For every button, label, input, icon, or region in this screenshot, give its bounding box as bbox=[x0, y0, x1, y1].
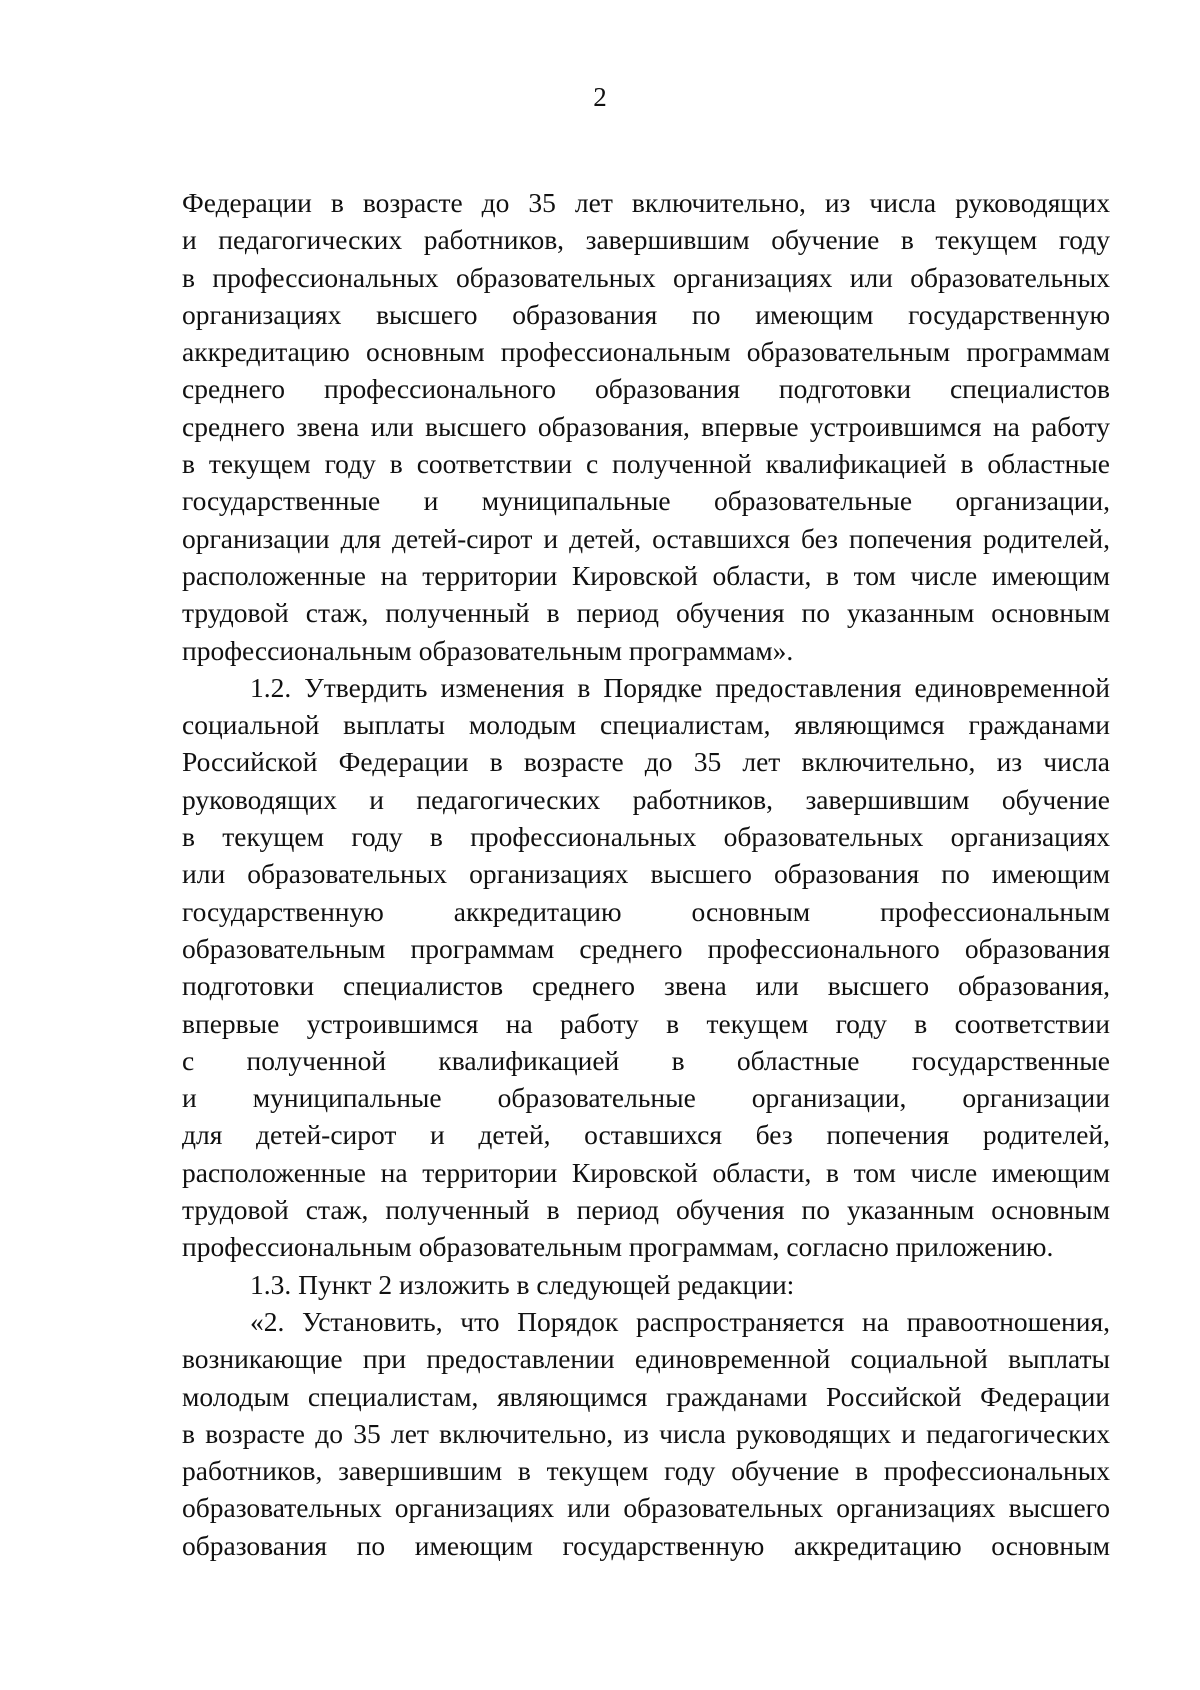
text-line: государственную аккредитацию основным профессиональным bbox=[182, 895, 1110, 927]
text-line: среднего звена или высшего образования, впервые устроившимся на работу bbox=[182, 410, 1110, 442]
text-line: профессиональным образовательным программам, согласно приложению. bbox=[182, 1231, 1054, 1263]
text-line: аккредитацию основным профессиональным образовательным программам bbox=[182, 336, 1110, 368]
text-line: организации для детей-сирот и детей, оставшихся без попечения родителей, bbox=[182, 522, 1110, 554]
text-line: и педагогических работников, завершившим обучение в текущем году bbox=[182, 224, 1110, 256]
paragraph bbox=[182, 184, 1110, 669]
text-line: образования по имеющим государственную аккредитацию основным bbox=[182, 1529, 1110, 1561]
document-body bbox=[182, 184, 1110, 1564]
paragraph bbox=[182, 669, 1110, 1266]
text-line: образовательных организациях или образовательных организациях высшего bbox=[182, 1492, 1110, 1524]
text-line: организациях высшего образования по имеющим государственную bbox=[182, 298, 1110, 330]
text-line: подготовки специалистов среднего звена или высшего образования, bbox=[182, 970, 1110, 1002]
text-line: или образовательных организациях высшего образования по имеющим bbox=[182, 858, 1110, 890]
text-line: трудовой стаж, полученный в период обучения по указанным основным bbox=[182, 1194, 1110, 1226]
page-number: 2 bbox=[593, 82, 607, 112]
text-line: Федерации в возрасте до 35 лет включительно, из числа руководящих bbox=[182, 187, 1110, 218]
text-line: руководящих и педагогических работников, завершившим обучение bbox=[182, 783, 1110, 815]
text-line: в текущем году в профессиональных образовательных организациях bbox=[182, 821, 1110, 853]
text-line: в профессиональных образовательных организациях или образовательных bbox=[182, 261, 1110, 293]
text-line: 1.2. Утвердить изменения в Порядке предоставления единовременной bbox=[250, 671, 1110, 703]
text-line: социальной выплаты молодым специалистам, являющимся гражданами bbox=[182, 709, 1110, 741]
text-line: «2. Установить, что Порядок распространяется на правоотношения, bbox=[250, 1305, 1110, 1337]
text-line: и муниципальные образовательные организации, организации bbox=[182, 1082, 1110, 1114]
text-line: в текущем году в соответствии с полученной квалификацией в областные bbox=[182, 448, 1110, 480]
text-line: трудовой стаж, полученный в период обучения по указанным основным bbox=[182, 597, 1110, 629]
paragraph bbox=[182, 1303, 1110, 1564]
text-line: образовательным программам среднего профессионального образования bbox=[182, 932, 1110, 964]
text-line: расположенные на территории Кировской области, в том числе имеющим bbox=[182, 559, 1110, 591]
text-line: профессиональным образовательным программам». bbox=[182, 634, 794, 666]
text-line: расположенные на территории Кировской области, в том числе имеющим bbox=[182, 1156, 1110, 1188]
text-line: 1.3. Пункт 2 изложить в следующей редакции: bbox=[250, 1268, 795, 1300]
text-line: возникающие при предоставлении единовременной социальной выплаты bbox=[182, 1343, 1110, 1375]
text-line: в возрасте до 35 лет включительно, из числа руководящих и педагогических bbox=[182, 1417, 1110, 1449]
text-line: среднего профессионального образования подготовки специалистов bbox=[182, 373, 1110, 405]
text-line: с полученной квалификацией в областные государственные bbox=[182, 1044, 1110, 1076]
text-line: Российской Федерации в возрасте до 35 лет включительно, из числа bbox=[182, 746, 1110, 778]
text-line: работников, завершившим в текущем году обучение в профессиональных bbox=[182, 1455, 1110, 1487]
text-line: для детей-сирот и детей, оставшихся без попечения родителей, bbox=[182, 1119, 1110, 1151]
paragraph bbox=[182, 1266, 1110, 1303]
text-line: впервые устроившимся на работу в текущем году в соответствии bbox=[182, 1007, 1110, 1039]
text-line: молодым специалистам, являющимся гражданами Российской Федерации bbox=[182, 1380, 1110, 1412]
text-line: государственные и муниципальные образовательные организации, bbox=[182, 485, 1110, 517]
